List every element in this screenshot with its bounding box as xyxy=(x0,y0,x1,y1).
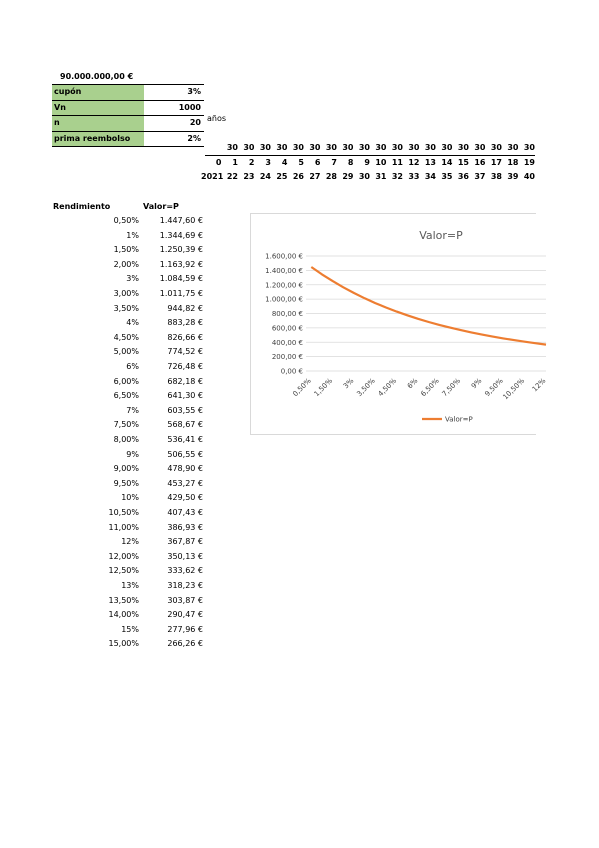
price-cell[interactable]: 367,87 € xyxy=(167,537,203,547)
price-chart[interactable] xyxy=(250,213,548,435)
yield-cell[interactable]: 15,00% xyxy=(108,639,139,649)
coupon-cell[interactable]: 30 xyxy=(523,143,535,152)
yield-cell[interactable]: 7,50% xyxy=(113,420,139,430)
coupon-cell[interactable]: 30 xyxy=(424,143,436,152)
param-row-n xyxy=(52,116,204,132)
cashflow-grid xyxy=(201,141,535,184)
yield-cell[interactable]: 11,00% xyxy=(108,522,139,532)
y-tick-label: 1.400,00 € xyxy=(265,266,303,275)
y-tick-label: 600,00 € xyxy=(271,324,303,333)
price-cell[interactable]: 944,82 € xyxy=(167,303,203,313)
price-cell[interactable]: 1.250,39 € xyxy=(159,245,203,255)
price-cell[interactable]: 303,87 € xyxy=(167,595,203,605)
period-cell[interactable]: 13 xyxy=(424,158,436,167)
period-cell[interactable]: 15 xyxy=(457,158,469,167)
period-cell[interactable]: 17 xyxy=(490,158,502,167)
param-row-coupon xyxy=(52,84,204,101)
year-cell[interactable]: 28 xyxy=(325,172,337,181)
yield-cell[interactable]: 0,50% xyxy=(113,216,139,225)
year-cell[interactable]: 40 xyxy=(523,172,535,181)
year-cell[interactable]: 29 xyxy=(342,172,354,181)
param-label[interactable]: Vn xyxy=(52,101,144,116)
period-cell[interactable]: 9 xyxy=(364,158,370,167)
param-value[interactable]: 20 xyxy=(189,118,201,127)
year-cell[interactable]: 2021 xyxy=(201,172,224,181)
x-tick-label: 0,50% xyxy=(291,376,313,399)
param-label[interactable]: n xyxy=(52,116,144,131)
year-cell[interactable]: 27 xyxy=(309,172,321,181)
period-cell[interactable]: 6 xyxy=(314,158,321,167)
yield-cell[interactable]: 15% xyxy=(121,624,139,634)
price-cell[interactable]: 641,30 € xyxy=(167,391,203,401)
coupon-cell[interactable]: 30 xyxy=(358,143,370,152)
year-cell[interactable]: 36 xyxy=(457,172,469,181)
year-cell[interactable]: 38 xyxy=(490,172,502,181)
price-cell[interactable]: 277,96 € xyxy=(167,624,203,634)
price-cell[interactable]: 506,55 € xyxy=(167,449,203,459)
coupon-cell[interactable]: 30 xyxy=(490,143,502,152)
price-cell[interactable]: 407,43 € xyxy=(167,508,203,517)
year-cell[interactable]: 32 xyxy=(391,172,403,181)
x-tick-label: 1,50% xyxy=(312,376,335,399)
year-cell[interactable]: 24 xyxy=(259,172,271,181)
year-cell[interactable]: 22 xyxy=(226,172,238,181)
coupon-cell[interactable]: 30 xyxy=(408,143,420,152)
yield-cell[interactable]: 10% xyxy=(121,493,139,503)
year-cell[interactable]: 31 xyxy=(375,172,387,181)
x-tick-label: 12% xyxy=(530,376,548,394)
yield-cell[interactable]: 1% xyxy=(126,230,139,240)
x-tick-label: 10,50% xyxy=(501,376,527,402)
yield-cell[interactable]: 12,00% xyxy=(108,551,139,561)
x-tick-label: 7,50% xyxy=(440,376,463,399)
period-cell[interactable]: 3 xyxy=(265,158,271,167)
price-line-chart xyxy=(251,214,548,434)
price-cell[interactable]: 826,66 € xyxy=(167,332,203,342)
param-row-premium xyxy=(52,132,204,148)
price-cell[interactable]: 318,23 € xyxy=(167,581,203,590)
period-cell[interactable]: 8 xyxy=(347,158,354,167)
price-cell[interactable]: 682,18 € xyxy=(167,376,203,386)
param-label[interactable]: cupón xyxy=(52,85,144,100)
yield-cell[interactable]: 8,00% xyxy=(113,435,139,444)
coupon-cell[interactable]: 30 xyxy=(474,143,486,152)
price-cell[interactable]: 333,62 € xyxy=(167,566,203,576)
yield-cell[interactable]: 3,50% xyxy=(113,303,139,313)
yield-cell[interactable]: 12,50% xyxy=(108,566,139,576)
price-cell[interactable]: 774,52 € xyxy=(167,347,203,357)
yield-cell[interactable]: 9% xyxy=(126,449,139,459)
period-cell[interactable]: 2 xyxy=(248,158,255,167)
price-cell[interactable]: 1.163,92 € xyxy=(159,259,203,269)
yield-cell[interactable]: 6,50% xyxy=(113,391,139,401)
parameters-table xyxy=(52,84,204,147)
yield-cell[interactable]: 3,00% xyxy=(113,289,139,298)
price-cell[interactable]: 536,41 € xyxy=(167,435,203,444)
price-cell[interactable]: 1.084,59 € xyxy=(159,274,203,284)
year-cell[interactable]: 30 xyxy=(358,172,370,181)
price-cell[interactable]: 603,55 € xyxy=(167,405,203,415)
y-tick-label: 1.000,00 € xyxy=(265,295,303,304)
coupon-cell[interactable]: 30 xyxy=(276,143,288,152)
price-cell[interactable]: 290,47 € xyxy=(167,610,203,620)
coupon-row xyxy=(205,141,535,156)
y-tick-label: 400,00 € xyxy=(271,338,303,347)
period-cell[interactable]: 16 xyxy=(474,158,486,167)
year-row xyxy=(201,170,535,184)
year-cell[interactable]: 26 xyxy=(292,172,304,181)
price-cell[interactable]: 429,50 € xyxy=(167,493,203,503)
period-cell[interactable]: 12 xyxy=(408,158,420,167)
yield-cell[interactable]: 6% xyxy=(126,362,139,371)
coupon-cell[interactable]: 30 xyxy=(259,143,271,152)
year-cell[interactable]: 34 xyxy=(424,172,436,181)
yield-cell[interactable]: 13,50% xyxy=(108,595,139,605)
yield-cell[interactable]: 12% xyxy=(121,537,139,547)
yield-cell[interactable]: 9,00% xyxy=(113,464,139,474)
series-line-valor-p xyxy=(311,267,546,345)
period-cell[interactable]: 5 xyxy=(298,158,304,167)
yield-cell[interactable]: 2,00% xyxy=(113,259,139,269)
price-cell[interactable]: 478,90 € xyxy=(167,464,203,474)
param-value[interactable]: 1000 xyxy=(178,102,201,112)
yield-column-header[interactable]: Rendimiento xyxy=(53,202,111,211)
x-tick-label: 4,50% xyxy=(376,376,399,399)
coupon-cell[interactable]: 30 xyxy=(292,143,304,152)
price-cell[interactable]: 726,48 € xyxy=(167,362,203,371)
price-cell[interactable]: 386,93 € xyxy=(167,522,203,532)
price-cell[interactable]: 266,26 € xyxy=(167,639,203,649)
y-tick-label: 800,00 € xyxy=(271,310,303,318)
coupon-cell[interactable]: 30 xyxy=(309,143,321,152)
year-cell[interactable]: 39 xyxy=(507,172,519,181)
period-cell[interactable]: 10 xyxy=(375,158,387,167)
year-cell[interactable]: 35 xyxy=(441,172,453,181)
total-amount-cell[interactable]: 90.000.000,00 € xyxy=(60,72,134,81)
period-cell[interactable]: 1 xyxy=(232,158,238,167)
y-tick-label: 1.200,00 € xyxy=(265,281,303,290)
yield-cell[interactable]: 1,50% xyxy=(113,245,139,255)
period-cell[interactable]: 14 xyxy=(441,158,453,167)
price-cell[interactable]: 453,27 € xyxy=(167,478,203,488)
price-column-header[interactable]: Valor=P xyxy=(143,202,179,211)
yield-cell[interactable]: 3% xyxy=(126,274,139,284)
x-tick-label: 9% xyxy=(469,376,484,391)
y-tick-label: 0,00 € xyxy=(280,367,303,376)
param-label[interactable]: prima reembolso xyxy=(52,132,144,147)
coupon-cell[interactable]: 30 xyxy=(243,143,255,152)
yield-cell[interactable]: 6,00% xyxy=(113,376,139,386)
yield-cell[interactable]: 4% xyxy=(126,318,139,328)
coupon-cell[interactable]: 30 xyxy=(325,143,337,152)
coupon-cell[interactable]: 30 xyxy=(226,143,238,152)
yield-cell[interactable]: 7% xyxy=(126,405,139,415)
coupon-cell[interactable]: 30 xyxy=(441,143,453,152)
year-cell[interactable]: 37 xyxy=(474,172,486,181)
x-tick-label: 3% xyxy=(341,376,356,391)
x-tick-label: 6% xyxy=(405,376,420,391)
yield-cell[interactable]: 5,00% xyxy=(113,347,139,357)
period-cell[interactable]: 11 xyxy=(391,158,403,167)
yield-cell[interactable]: 13% xyxy=(121,581,139,590)
y-tick-label: 1.600,00 € xyxy=(265,252,303,261)
yield-cell[interactable]: 4,50% xyxy=(113,332,139,342)
price-cell[interactable]: 1.011,75 € xyxy=(159,289,203,298)
price-cell[interactable]: 1.447,60 € xyxy=(159,216,203,225)
param-value[interactable]: 3% xyxy=(187,87,201,96)
period-cell[interactable]: 0 xyxy=(215,158,222,167)
price-cell[interactable]: 883,28 € xyxy=(167,318,203,328)
chart-title: Valor=P xyxy=(419,229,463,242)
period-cell[interactable]: 7 xyxy=(331,158,337,167)
x-tick-label: 3,50% xyxy=(355,376,377,399)
year-cell[interactable]: 25 xyxy=(276,172,288,181)
year-cell[interactable]: 23 xyxy=(243,172,255,181)
y-tick-label: 200,00 € xyxy=(271,353,303,362)
coupon-cell[interactable]: 30 xyxy=(375,143,387,152)
period-cell[interactable]: 18 xyxy=(507,158,519,167)
legend-label: Valor=P xyxy=(445,415,473,424)
coupon-cell[interactable]: 30 xyxy=(507,143,519,152)
coupon-cell[interactable]: 30 xyxy=(457,143,469,152)
yield-cell[interactable]: 10,50% xyxy=(108,508,139,517)
year-cell[interactable]: 33 xyxy=(408,172,420,181)
price-cell[interactable]: 350,13 € xyxy=(167,551,203,561)
period-cell[interactable]: 4 xyxy=(281,158,288,167)
x-tick-label: 6,50% xyxy=(419,376,441,399)
price-cell[interactable]: 568,67 € xyxy=(167,420,203,430)
yield-cell[interactable]: 9,50% xyxy=(113,478,139,488)
param-value[interactable]: 2% xyxy=(187,133,201,143)
price-cell[interactable]: 1.344,69 € xyxy=(159,230,203,240)
period-row xyxy=(205,156,535,170)
coupon-cell[interactable]: 30 xyxy=(342,143,354,152)
x-tick-label: 9,50% xyxy=(483,376,505,399)
period-cell[interactable]: 19 xyxy=(523,158,535,167)
param-row-vn xyxy=(52,101,204,117)
yield-cell[interactable]: 14,00% xyxy=(108,610,139,620)
coupon-cell[interactable]: 30 xyxy=(391,143,403,152)
years-unit-label[interactable]: años xyxy=(207,114,227,123)
